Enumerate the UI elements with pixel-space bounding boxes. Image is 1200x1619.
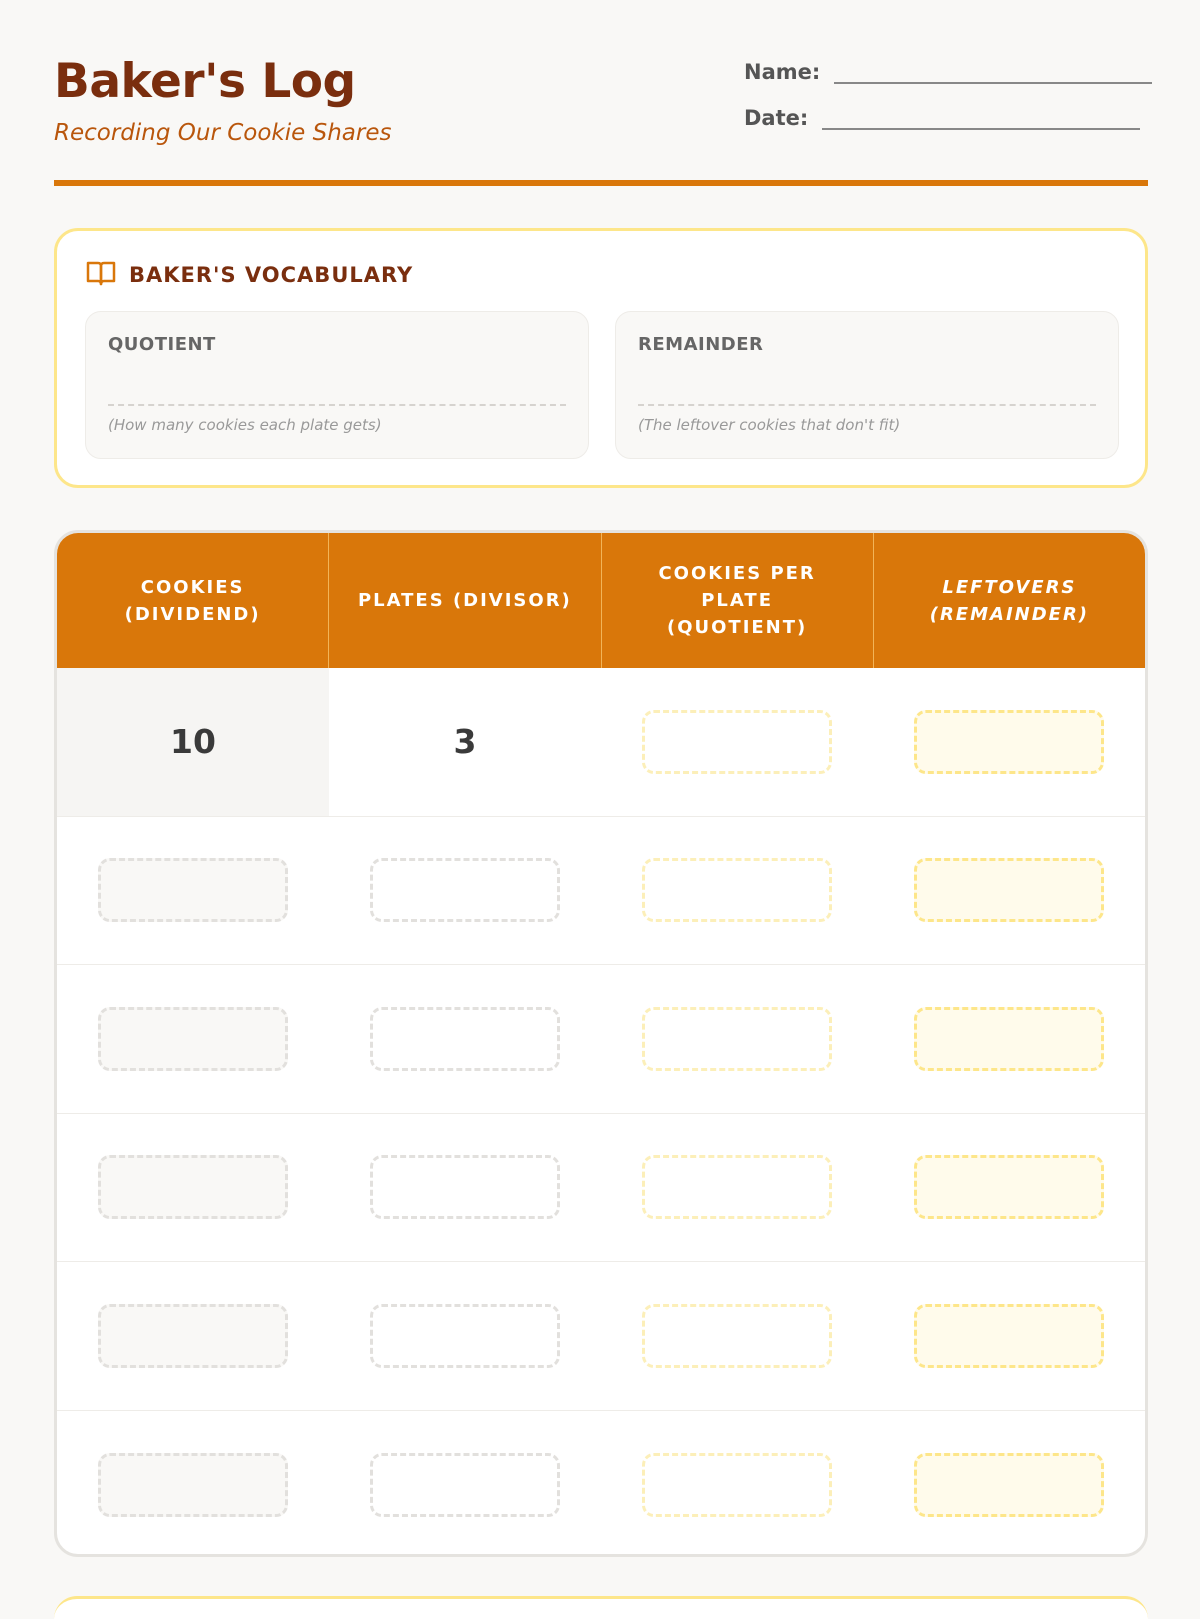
divisor-value: 3 bbox=[453, 722, 477, 762]
divisor-cell bbox=[329, 668, 601, 816]
name-input-line[interactable] bbox=[834, 56, 1152, 84]
divisor-cell bbox=[329, 817, 601, 965]
dividend-input-box[interactable] bbox=[98, 1155, 288, 1219]
remainder-cell bbox=[873, 1411, 1145, 1558]
remainder-cell bbox=[873, 668, 1145, 816]
divisor-cell bbox=[329, 965, 601, 1113]
quotient-answer-box[interactable] bbox=[642, 1453, 832, 1517]
quotient-cell bbox=[601, 1262, 873, 1410]
dividend-cell bbox=[57, 668, 329, 816]
table-row-example bbox=[57, 668, 1145, 817]
date-field bbox=[744, 102, 1140, 130]
remainder-answer-box[interactable] bbox=[914, 710, 1104, 774]
remainder-answer-box[interactable] bbox=[914, 1007, 1104, 1071]
dividend-cell bbox=[57, 1114, 329, 1262]
vocab-card-quotient bbox=[85, 311, 589, 459]
quotient-answer-box[interactable] bbox=[642, 1155, 832, 1219]
dividend-cell bbox=[57, 1411, 329, 1558]
column-header-dividend: COOKIES (DIVIDEND) bbox=[57, 533, 329, 668]
dividend-value: 10 bbox=[170, 722, 216, 762]
page-title: Baker's Log bbox=[54, 54, 356, 109]
remainder-answer-box[interactable] bbox=[914, 1304, 1104, 1368]
dividend-input-box[interactable] bbox=[98, 1453, 288, 1517]
divisor-input-box[interactable] bbox=[370, 1304, 560, 1368]
remainder-answer-box[interactable] bbox=[914, 1453, 1104, 1517]
table-row bbox=[57, 817, 1145, 966]
remainder-cell bbox=[873, 965, 1145, 1113]
column-header-divisor: PLATES (DIVISOR) bbox=[329, 533, 601, 668]
divisor-cell bbox=[329, 1262, 601, 1410]
divisor-input-box[interactable] bbox=[370, 858, 560, 922]
remainder-cell bbox=[873, 817, 1145, 965]
quotient-cell bbox=[601, 965, 873, 1113]
vocab-term: REMAINDER bbox=[638, 334, 764, 355]
vocabulary-panel bbox=[54, 228, 1148, 488]
divisor-cell bbox=[329, 1411, 601, 1558]
quotient-cell bbox=[601, 817, 873, 965]
table-row bbox=[57, 965, 1145, 1114]
dividend-input-box[interactable] bbox=[98, 1304, 288, 1368]
quotient-answer-box[interactable] bbox=[642, 1007, 832, 1071]
table-row bbox=[57, 1411, 1145, 1558]
quotient-answer-box[interactable] bbox=[642, 1304, 832, 1368]
divisor-cell bbox=[329, 1114, 601, 1262]
quotient-cell bbox=[601, 1411, 873, 1558]
book-icon bbox=[85, 259, 117, 291]
remainder-answer-box[interactable] bbox=[914, 1155, 1104, 1219]
next-section-edge bbox=[54, 1596, 1148, 1619]
table-row bbox=[57, 1262, 1145, 1411]
name-field bbox=[744, 56, 1152, 84]
worksheet-header bbox=[54, 50, 1148, 186]
table-row bbox=[57, 1114, 1145, 1263]
date-input-line[interactable] bbox=[822, 102, 1140, 130]
date-label: Date: bbox=[744, 106, 809, 130]
dividend-cell bbox=[57, 965, 329, 1113]
quotient-answer-box[interactable] bbox=[642, 858, 832, 922]
vocabulary-heading bbox=[85, 259, 413, 291]
dividend-cell bbox=[57, 1262, 329, 1410]
dividend-input-box[interactable] bbox=[98, 858, 288, 922]
dividend-input-box[interactable] bbox=[98, 1007, 288, 1071]
quotient-cell bbox=[601, 668, 873, 816]
table-header bbox=[57, 533, 1145, 668]
quotient-cell bbox=[601, 1114, 873, 1262]
column-header-remainder: LEFTOVERS (REMAINDER) bbox=[929, 576, 1090, 625]
definition-line[interactable] bbox=[108, 404, 566, 406]
vocab-hint: (The leftover cookies that don't fit) bbox=[638, 416, 901, 434]
vocab-card-remainder bbox=[615, 311, 1119, 459]
remainder-cell bbox=[873, 1262, 1145, 1410]
name-label: Name: bbox=[744, 60, 821, 84]
vocabulary-title: BAKER'S VOCABULARY bbox=[129, 263, 414, 287]
page-subtitle: Recording Our Cookie Shares bbox=[54, 120, 392, 146]
division-table bbox=[54, 530, 1148, 1557]
quotient-answer-box[interactable] bbox=[642, 710, 832, 774]
column-header-quotient: COOKIES PER PLATE (QUOTIENT) bbox=[602, 533, 874, 668]
divisor-input-box[interactable] bbox=[370, 1453, 560, 1517]
vocab-hint: (How many cookies each plate gets) bbox=[108, 416, 382, 434]
vocab-term: QUOTIENT bbox=[108, 334, 216, 355]
divisor-input-box[interactable] bbox=[370, 1155, 560, 1219]
divisor-input-box[interactable] bbox=[370, 1007, 560, 1071]
definition-line[interactable] bbox=[638, 404, 1096, 406]
remainder-answer-box[interactable] bbox=[914, 858, 1104, 922]
dividend-cell bbox=[57, 817, 329, 965]
remainder-cell bbox=[873, 1114, 1145, 1262]
